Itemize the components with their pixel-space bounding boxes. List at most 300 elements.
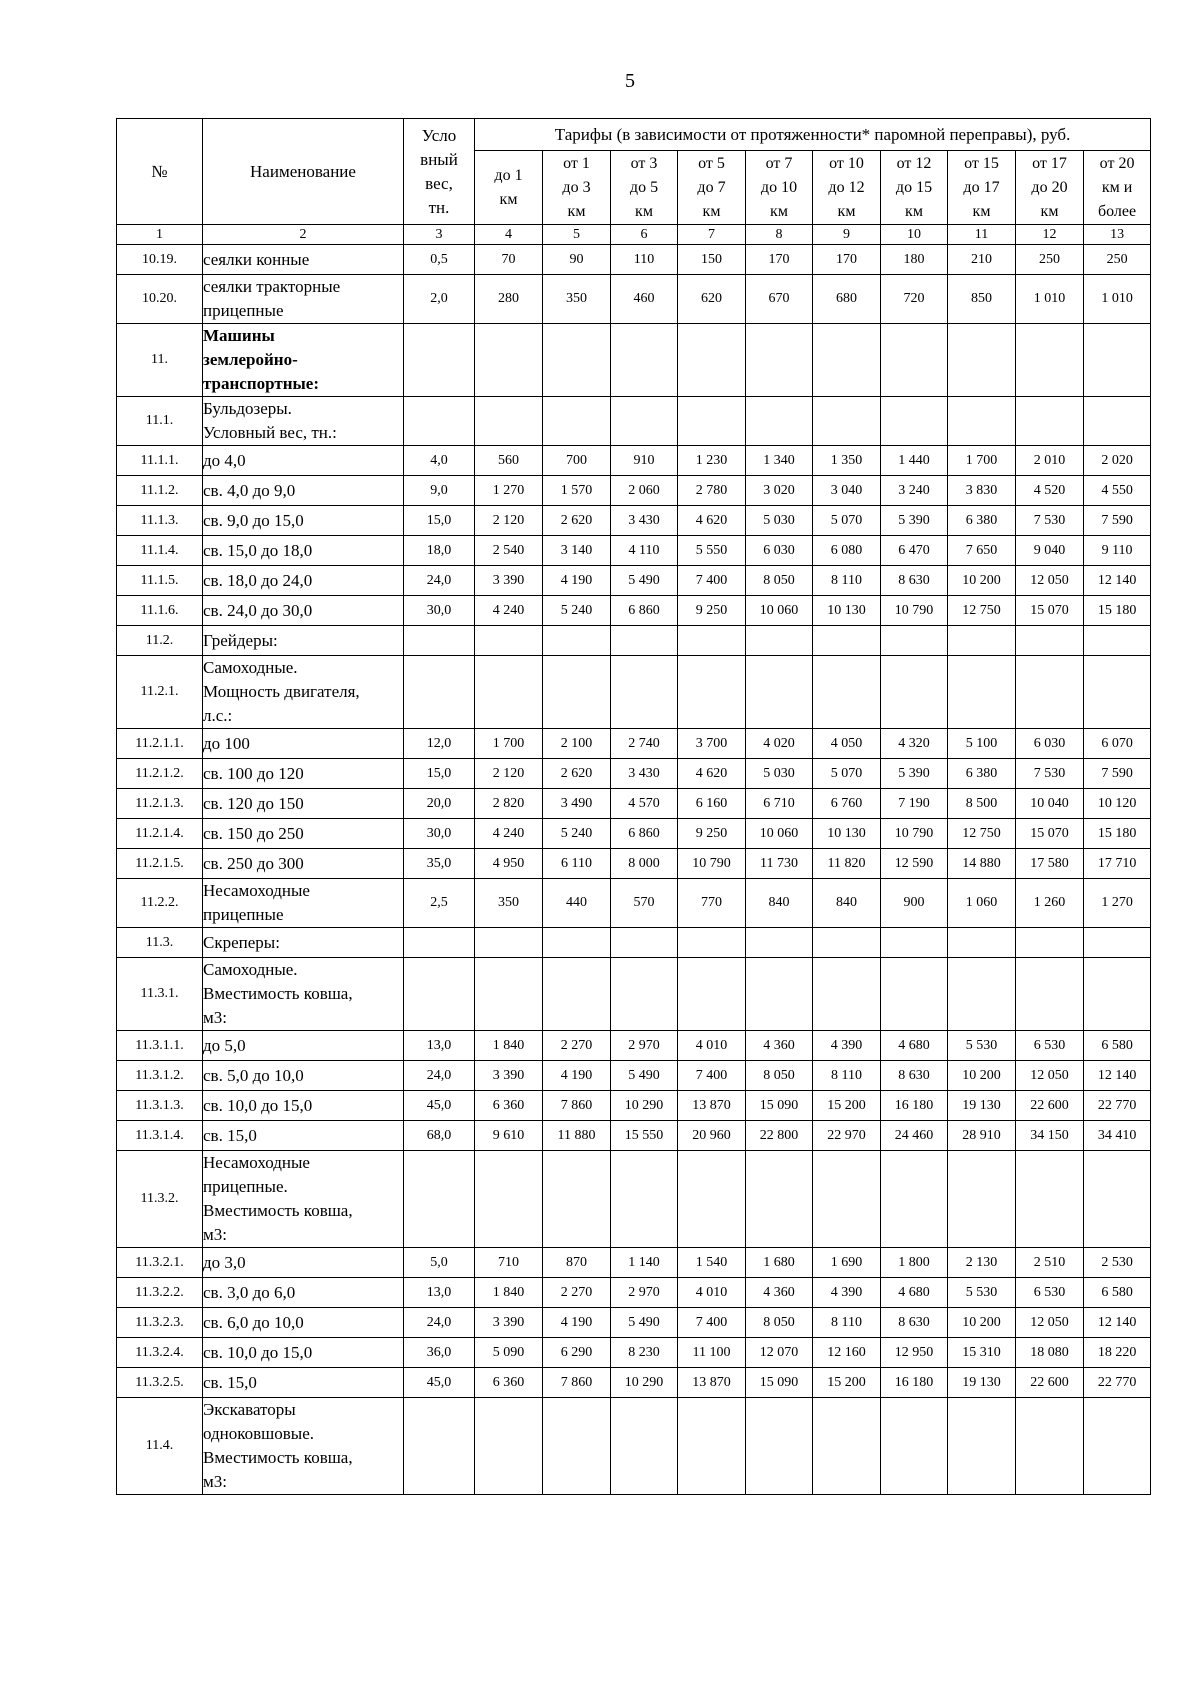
row-price: 4 320 [881, 729, 948, 759]
row-price: 7 530 [1016, 506, 1084, 536]
row-price [1084, 397, 1151, 446]
row-price [475, 324, 543, 397]
column-number: 5 [543, 225, 611, 245]
row-weight: 13,0 [404, 1278, 475, 1308]
row-price: 5 240 [543, 596, 611, 626]
row-price: 11 820 [813, 849, 881, 879]
row-price: 700 [543, 446, 611, 476]
table-row [117, 245, 1151, 275]
row-price [948, 656, 1016, 729]
row-name: сеялки конные [203, 245, 404, 275]
row-price: 8 000 [611, 849, 678, 879]
row-price: 900 [881, 879, 948, 928]
row-price: 170 [813, 245, 881, 275]
row-price [746, 626, 813, 656]
header-distance: от 17 до 20 км [1016, 151, 1084, 225]
row-price [678, 928, 746, 958]
row-price: 3 700 [678, 729, 746, 759]
row-price: 3 240 [881, 476, 948, 506]
table-row [117, 1031, 1151, 1061]
row-price: 10 200 [948, 1308, 1016, 1338]
row-price: 9 250 [678, 819, 746, 849]
row-code: 11.1.6. [117, 596, 203, 626]
row-price [611, 1151, 678, 1248]
row-price: 15 180 [1084, 596, 1151, 626]
row-price: 4 190 [543, 566, 611, 596]
table-row [117, 958, 1151, 1031]
row-price: 1 840 [475, 1031, 543, 1061]
row-price: 10 120 [1084, 789, 1151, 819]
row-price: 2 270 [543, 1031, 611, 1061]
row-price [1016, 626, 1084, 656]
table-row [117, 1091, 1151, 1121]
table-row [117, 729, 1151, 759]
header-name: Наименование [203, 119, 404, 225]
row-price [611, 324, 678, 397]
row-price: 280 [475, 275, 543, 324]
row-price [543, 928, 611, 958]
row-price: 3 430 [611, 759, 678, 789]
row-price: 5 550 [678, 536, 746, 566]
row-price [475, 1151, 543, 1248]
row-price: 6 360 [475, 1368, 543, 1398]
row-price: 7 590 [1084, 506, 1151, 536]
row-price: 7 860 [543, 1091, 611, 1121]
row-price: 12 140 [1084, 1308, 1151, 1338]
row-price [543, 656, 611, 729]
row-price: 250 [1084, 245, 1151, 275]
row-price [1084, 626, 1151, 656]
row-price: 4 570 [611, 789, 678, 819]
row-price: 4 020 [746, 729, 813, 759]
table-row [117, 536, 1151, 566]
row-price: 870 [543, 1248, 611, 1278]
row-price [881, 626, 948, 656]
row-price: 24 460 [881, 1121, 948, 1151]
row-price: 2 270 [543, 1278, 611, 1308]
row-price: 22 600 [1016, 1091, 1084, 1121]
row-price: 1 270 [475, 476, 543, 506]
row-name: Самоходные. Мощность двигателя, л.с.: [203, 656, 404, 729]
row-price: 250 [1016, 245, 1084, 275]
row-price [543, 1151, 611, 1248]
row-price: 840 [746, 879, 813, 928]
tariff-table [116, 118, 1151, 1495]
row-price [475, 928, 543, 958]
row-price [678, 656, 746, 729]
row-code: 11.3.1.2. [117, 1061, 203, 1091]
row-price [543, 1398, 611, 1495]
row-weight: 68,0 [404, 1121, 475, 1151]
page-number: 5 [625, 70, 635, 92]
row-price [1016, 397, 1084, 446]
row-price: 9 610 [475, 1121, 543, 1151]
row-price: 10 790 [881, 596, 948, 626]
header-distance: от 3 до 5 км [611, 151, 678, 225]
row-price: 12 750 [948, 819, 1016, 849]
row-price: 8 110 [813, 566, 881, 596]
row-price: 12 160 [813, 1338, 881, 1368]
row-price: 15 310 [948, 1338, 1016, 1368]
row-price [611, 1398, 678, 1495]
header-distance: до 1 км [475, 151, 543, 225]
row-code: 11.3.2.3. [117, 1308, 203, 1338]
table-row [117, 275, 1151, 324]
row-price: 15 550 [611, 1121, 678, 1151]
row-price: 6 290 [543, 1338, 611, 1368]
row-price [881, 1151, 948, 1248]
row-price [813, 626, 881, 656]
row-price: 3 390 [475, 1308, 543, 1338]
column-number: 7 [678, 225, 746, 245]
row-code: 11.1.3. [117, 506, 203, 536]
row-code: 11.1.1. [117, 446, 203, 476]
row-price: 6 860 [611, 596, 678, 626]
table-row [117, 566, 1151, 596]
row-price: 5 070 [813, 759, 881, 789]
row-name: св. 6,0 до 10,0 [203, 1308, 404, 1338]
row-price: 2 100 [543, 729, 611, 759]
row-price [881, 397, 948, 446]
row-price [948, 397, 1016, 446]
row-price: 8 630 [881, 566, 948, 596]
row-code: 11.2.1.4. [117, 819, 203, 849]
row-price [1016, 958, 1084, 1031]
row-price: 4 680 [881, 1278, 948, 1308]
row-price [543, 958, 611, 1031]
row-price: 10 040 [1016, 789, 1084, 819]
row-price: 22 800 [746, 1121, 813, 1151]
row-price: 10 130 [813, 596, 881, 626]
row-weight: 45,0 [404, 1368, 475, 1398]
row-price: 2 530 [1084, 1248, 1151, 1278]
row-price: 570 [611, 879, 678, 928]
row-code: 11.3.1.1. [117, 1031, 203, 1061]
row-code: 11. [117, 324, 203, 397]
row-price: 1 440 [881, 446, 948, 476]
row-price: 3 430 [611, 506, 678, 536]
row-name: Скреперы: [203, 928, 404, 958]
row-weight: 24,0 [404, 1061, 475, 1091]
row-price: 3 490 [543, 789, 611, 819]
row-name: св. 9,0 до 15,0 [203, 506, 404, 536]
row-price: 1 140 [611, 1248, 678, 1278]
header-number: № [117, 119, 203, 225]
row-price: 7 400 [678, 1308, 746, 1338]
row-name: Несамоходные прицепные. Вместимость ковша, м3: [203, 1151, 404, 1248]
row-price: 6 580 [1084, 1031, 1151, 1061]
row-price [543, 626, 611, 656]
row-price: 150 [678, 245, 746, 275]
row-price: 4 240 [475, 596, 543, 626]
row-price: 10 200 [948, 1061, 1016, 1091]
row-price [746, 397, 813, 446]
row-price: 2 970 [611, 1031, 678, 1061]
row-price: 6 580 [1084, 1278, 1151, 1308]
row-price: 6 760 [813, 789, 881, 819]
row-price [746, 656, 813, 729]
column-number: 10 [881, 225, 948, 245]
row-name: до 4,0 [203, 446, 404, 476]
row-name: св. 24,0 до 30,0 [203, 596, 404, 626]
row-price: 22 770 [1084, 1368, 1151, 1398]
row-price: 20 960 [678, 1121, 746, 1151]
row-price [611, 626, 678, 656]
row-price: 3 830 [948, 476, 1016, 506]
row-price [1084, 928, 1151, 958]
row-price: 4 680 [881, 1031, 948, 1061]
row-price: 5 390 [881, 506, 948, 536]
row-price: 460 [611, 275, 678, 324]
row-price [475, 397, 543, 446]
row-price: 10 790 [678, 849, 746, 879]
row-code: 11.2. [117, 626, 203, 656]
row-price: 6 530 [1016, 1031, 1084, 1061]
row-price: 670 [746, 275, 813, 324]
row-price [948, 1398, 1016, 1495]
column-number: 9 [813, 225, 881, 245]
row-weight: 30,0 [404, 596, 475, 626]
row-price [1084, 1151, 1151, 1248]
row-price: 6 710 [746, 789, 813, 819]
header-distance: от 15 до 17 км [948, 151, 1016, 225]
row-weight: 9,0 [404, 476, 475, 506]
row-name: до 5,0 [203, 1031, 404, 1061]
row-price: 18 220 [1084, 1338, 1151, 1368]
row-price: 12 050 [1016, 1061, 1084, 1091]
row-price: 5 090 [475, 1338, 543, 1368]
row-price: 8 050 [746, 566, 813, 596]
row-weight: 20,0 [404, 789, 475, 819]
row-price: 10 200 [948, 566, 1016, 596]
column-number: 3 [404, 225, 475, 245]
row-price: 850 [948, 275, 1016, 324]
row-price: 210 [948, 245, 1016, 275]
row-code: 10.19. [117, 245, 203, 275]
row-price: 10 790 [881, 819, 948, 849]
row-price: 4 190 [543, 1308, 611, 1338]
row-price: 1 840 [475, 1278, 543, 1308]
row-price [948, 626, 1016, 656]
column-number: 6 [611, 225, 678, 245]
row-code: 11.3.2.2. [117, 1278, 203, 1308]
row-weight: 30,0 [404, 819, 475, 849]
row-weight [404, 958, 475, 1031]
row-name: св. 150 до 250 [203, 819, 404, 849]
row-weight [404, 1398, 475, 1495]
row-price: 11 100 [678, 1338, 746, 1368]
row-code: 11.4. [117, 1398, 203, 1495]
row-price [813, 397, 881, 446]
row-price: 5 100 [948, 729, 1016, 759]
row-price: 6 110 [543, 849, 611, 879]
row-price: 1 060 [948, 879, 1016, 928]
row-name: до 3,0 [203, 1248, 404, 1278]
row-weight [404, 656, 475, 729]
row-code: 11.2.1.2. [117, 759, 203, 789]
row-weight: 5,0 [404, 1248, 475, 1278]
row-price [678, 324, 746, 397]
row-name: св. 5,0 до 10,0 [203, 1061, 404, 1091]
row-price [543, 324, 611, 397]
table-row [117, 849, 1151, 879]
row-price: 15 070 [1016, 819, 1084, 849]
row-price: 2 060 [611, 476, 678, 506]
row-price [611, 958, 678, 1031]
row-weight: 2,5 [404, 879, 475, 928]
row-price: 2 010 [1016, 446, 1084, 476]
row-price: 4 050 [813, 729, 881, 759]
row-price: 1 540 [678, 1248, 746, 1278]
row-price: 9 110 [1084, 536, 1151, 566]
row-price: 3 140 [543, 536, 611, 566]
row-price: 7 860 [543, 1368, 611, 1398]
row-name: св. 10,0 до 15,0 [203, 1091, 404, 1121]
row-price: 7 530 [1016, 759, 1084, 789]
row-price: 2 120 [475, 759, 543, 789]
row-price: 7 400 [678, 566, 746, 596]
row-name: Самоходные. Вместимость ковша, м3: [203, 958, 404, 1031]
row-weight: 15,0 [404, 759, 475, 789]
row-name: св. 250 до 300 [203, 849, 404, 879]
row-price: 1 260 [1016, 879, 1084, 928]
row-price: 910 [611, 446, 678, 476]
row-name: св. 18,0 до 24,0 [203, 566, 404, 596]
row-price [1084, 656, 1151, 729]
table-row [117, 1338, 1151, 1368]
row-price: 5 390 [881, 759, 948, 789]
row-price: 720 [881, 275, 948, 324]
row-price: 13 870 [678, 1091, 746, 1121]
row-code: 10.20. [117, 275, 203, 324]
row-weight: 35,0 [404, 849, 475, 879]
row-code: 11.3.1.4. [117, 1121, 203, 1151]
row-price: 12 050 [1016, 1308, 1084, 1338]
row-price: 11 730 [746, 849, 813, 879]
row-price [678, 1398, 746, 1495]
row-price [678, 1151, 746, 1248]
row-price: 350 [475, 879, 543, 928]
row-price [881, 958, 948, 1031]
row-price: 34 410 [1084, 1121, 1151, 1151]
row-price [475, 656, 543, 729]
row-price [813, 1398, 881, 1495]
row-price: 4 390 [813, 1278, 881, 1308]
row-price: 22 600 [1016, 1368, 1084, 1398]
row-code: 11.3.1.3. [117, 1091, 203, 1121]
row-price [543, 397, 611, 446]
table-row [117, 759, 1151, 789]
row-price: 8 630 [881, 1308, 948, 1338]
row-price: 10 060 [746, 819, 813, 849]
row-price [746, 1398, 813, 1495]
row-code: 11.1.4. [117, 536, 203, 566]
row-price: 1 340 [746, 446, 813, 476]
row-price: 90 [543, 245, 611, 275]
row-price: 2 970 [611, 1278, 678, 1308]
row-price [948, 1151, 1016, 1248]
row-price [1016, 1398, 1084, 1495]
column-number: 12 [1016, 225, 1084, 245]
row-price: 350 [543, 275, 611, 324]
row-price: 12 070 [746, 1338, 813, 1368]
row-price [948, 324, 1016, 397]
table-row [117, 596, 1151, 626]
row-price: 4 950 [475, 849, 543, 879]
row-name: св. 4,0 до 9,0 [203, 476, 404, 506]
row-price: 4 110 [611, 536, 678, 566]
row-price: 5 490 [611, 1308, 678, 1338]
table-row [117, 1121, 1151, 1151]
row-price: 2 120 [475, 506, 543, 536]
row-price: 2 620 [543, 506, 611, 536]
row-price [678, 397, 746, 446]
table-header [117, 119, 1151, 245]
row-price: 5 490 [611, 566, 678, 596]
row-price: 8 230 [611, 1338, 678, 1368]
row-price: 560 [475, 446, 543, 476]
header-distance: от 12 до 15 км [881, 151, 948, 225]
row-price: 18 080 [1016, 1338, 1084, 1368]
row-price: 9 250 [678, 596, 746, 626]
row-weight: 4,0 [404, 446, 475, 476]
row-price [881, 656, 948, 729]
row-name: Несамоходные прицепные [203, 879, 404, 928]
row-price [611, 656, 678, 729]
row-price [813, 958, 881, 1031]
table-row [117, 1308, 1151, 1338]
row-price: 15 090 [746, 1368, 813, 1398]
row-price [746, 958, 813, 1031]
row-price: 17 710 [1084, 849, 1151, 879]
table-row [117, 928, 1151, 958]
row-price: 10 290 [611, 1091, 678, 1121]
row-price: 7 400 [678, 1061, 746, 1091]
row-price: 840 [813, 879, 881, 928]
row-price: 14 880 [948, 849, 1016, 879]
row-weight: 0,5 [404, 245, 475, 275]
row-price: 4 620 [678, 759, 746, 789]
row-price [813, 928, 881, 958]
row-name: св. 10,0 до 15,0 [203, 1338, 404, 1368]
row-price: 2 510 [1016, 1248, 1084, 1278]
table-row [117, 1398, 1151, 1495]
row-price: 6 530 [1016, 1278, 1084, 1308]
row-price [1016, 656, 1084, 729]
row-price [1016, 324, 1084, 397]
row-price: 3 390 [475, 1061, 543, 1091]
row-price: 6 080 [813, 536, 881, 566]
row-price: 6 380 [948, 506, 1016, 536]
row-code: 11.3.2. [117, 1151, 203, 1248]
table-row [117, 1368, 1151, 1398]
table-row [117, 879, 1151, 928]
row-price [881, 928, 948, 958]
table-row [117, 397, 1151, 446]
row-name: Экскаваторы одноковшовые. Вместимость ковша, м3: [203, 1398, 404, 1495]
row-price [746, 1151, 813, 1248]
row-price: 4 240 [475, 819, 543, 849]
row-price [678, 958, 746, 1031]
row-price: 170 [746, 245, 813, 275]
row-price [1016, 1151, 1084, 1248]
row-price: 7 190 [881, 789, 948, 819]
row-code: 11.2.1. [117, 656, 203, 729]
row-price: 5 240 [543, 819, 611, 849]
row-code: 11.2.1.3. [117, 789, 203, 819]
row-price: 8 110 [813, 1308, 881, 1338]
row-name: св. 120 до 150 [203, 789, 404, 819]
